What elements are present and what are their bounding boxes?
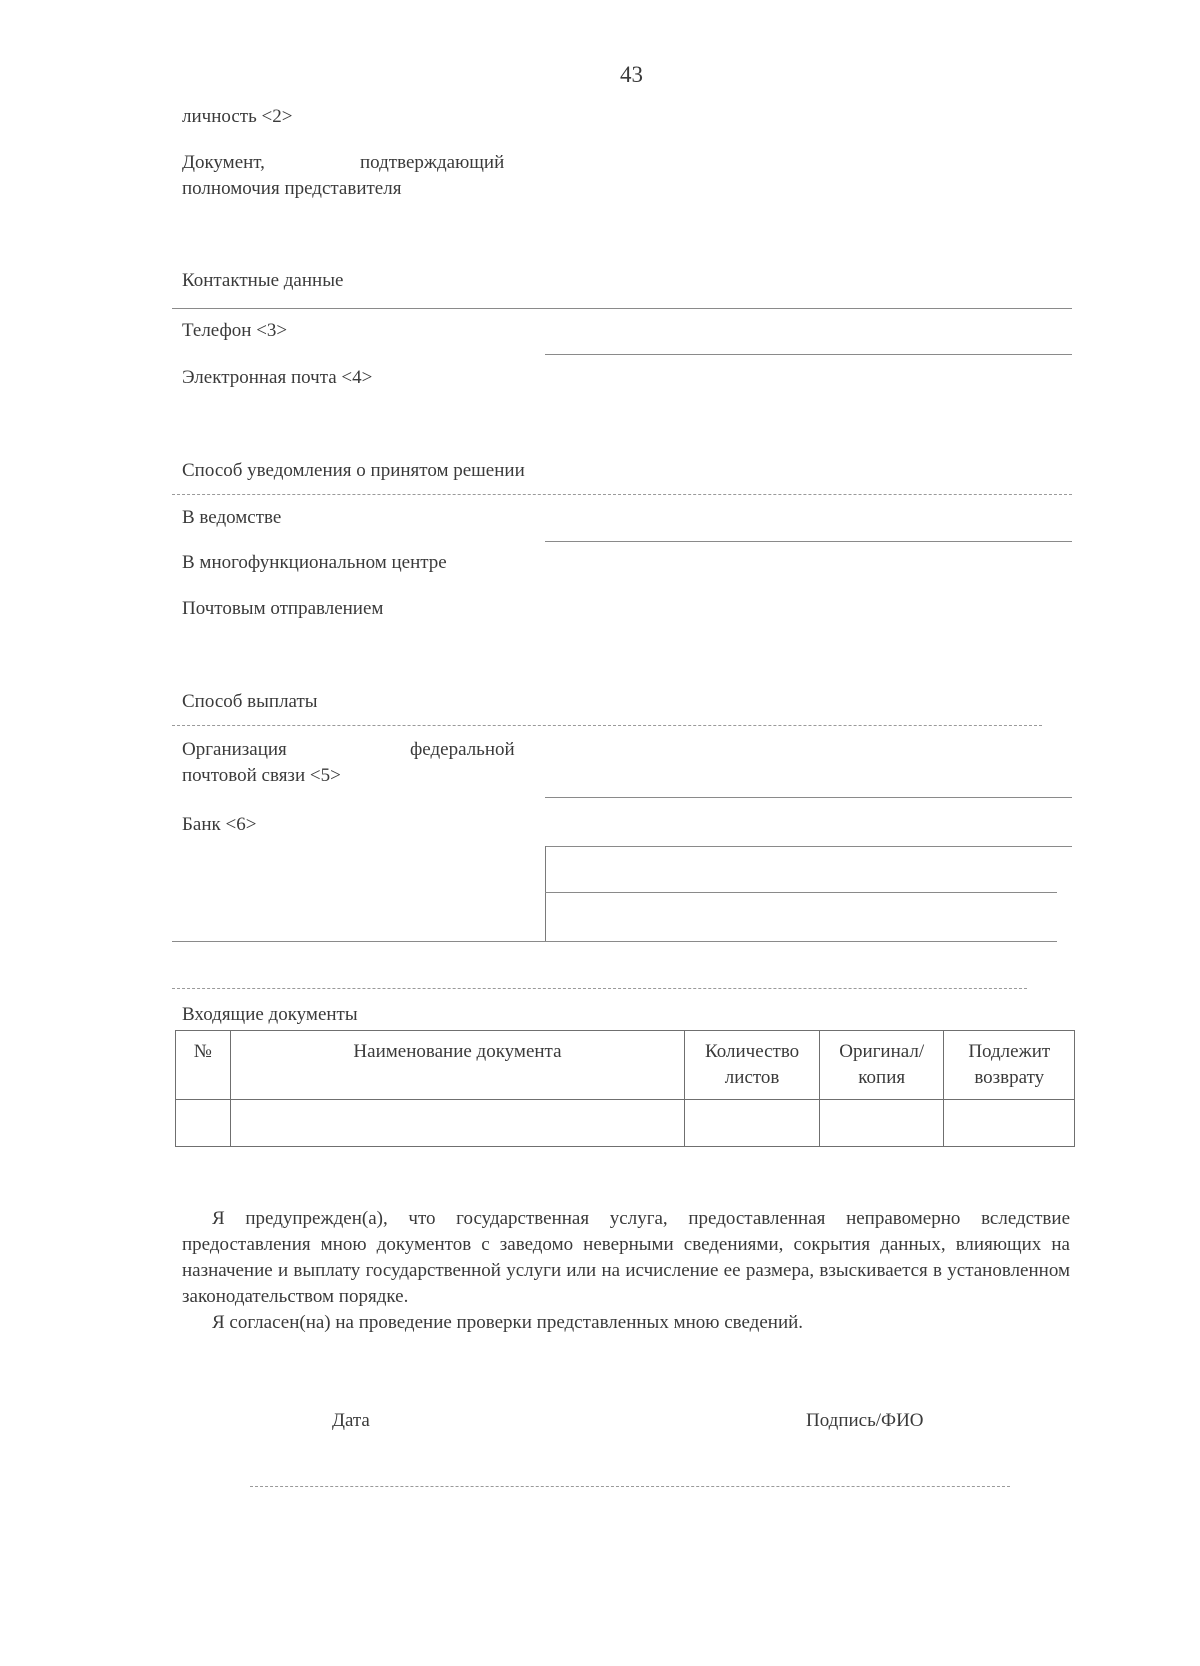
- payment-heading: Способ выплаты: [182, 691, 318, 712]
- table-header-row: [176, 1031, 1075, 1100]
- bank-label: Банк <6>: [182, 814, 257, 835]
- post-org-label-line2: почтовой связи <5>: [182, 765, 341, 786]
- col-number: [176, 1031, 231, 1100]
- table-row: [176, 1100, 1075, 1147]
- identity-doc-label-tail: личность <2>: [182, 106, 293, 127]
- phone-label: Телефон <3>: [182, 320, 288, 341]
- notification-option-post: Почтовым отправлением: [182, 598, 384, 619]
- contacts-heading: Контактные данные: [182, 270, 344, 291]
- col-returnable-line1: Подлежит: [968, 1041, 1051, 1062]
- table-cell-returnable[interactable]: [944, 1100, 1075, 1147]
- consent-paragraph: Я согласен(на) на проведение проверки представленных мною сведений.: [212, 1312, 804, 1333]
- date-label: Дата: [332, 1410, 370, 1431]
- notification-field[interactable]: [545, 541, 1072, 542]
- post-org-field[interactable]: [545, 797, 1072, 798]
- post-org-label-word2: федеральной: [410, 739, 515, 760]
- table-cell-document-name[interactable]: [230, 1100, 685, 1147]
- notification-option-agency: В ведомстве: [182, 507, 282, 528]
- col-returnable: [944, 1031, 1075, 1100]
- contacts-divider: [172, 308, 1072, 309]
- table-cell-original-copy[interactable]: [819, 1100, 944, 1147]
- warning-paragraph: Я предупрежден(а), что государственная услуга, предоставленная неправомерно вследствие предоставления мною документов с заведомо неверными сведениями, сокрытия данных, влияющих на назначение и выплату государственной услуги или на исчисление ее размера, взыскивается в установленном законодательством порядке.: [182, 1208, 1070, 1307]
- rep-doc-label-word1: Документ,: [182, 152, 265, 173]
- col-document-name-label: Наименование документа: [353, 1041, 562, 1062]
- notification-divider: [172, 494, 1072, 495]
- col-number-label: №: [193, 1041, 212, 1062]
- email-label: Электронная почта <4>: [182, 367, 373, 388]
- col-document-name: [230, 1031, 685, 1100]
- bank-field-line-1[interactable]: [545, 846, 1072, 847]
- notification-option-mfc: В многофункциональном центре: [182, 552, 447, 573]
- col-original-copy: [819, 1031, 944, 1100]
- col-sheet-count: [685, 1031, 820, 1100]
- phone-field[interactable]: [545, 354, 1072, 355]
- page-number: 43: [620, 62, 643, 87]
- bank-section-divider: [172, 988, 1027, 989]
- incoming-docs-table: [175, 1030, 1075, 1147]
- rep-doc-label-word2: подтверждающий: [360, 152, 505, 173]
- post-org-label-word1: Организация: [182, 739, 287, 760]
- incoming-docs-heading: Входящие документы: [182, 1004, 358, 1025]
- table-cell-number[interactable]: [176, 1100, 231, 1147]
- bank-field-line-2[interactable]: [545, 892, 1057, 893]
- signature-label: Подпись/ФИО: [806, 1410, 924, 1431]
- bank-field-left-edge: [545, 846, 546, 941]
- bank-field-line-3[interactable]: [172, 941, 1057, 942]
- col-original-copy-line1: Оригинал/: [839, 1041, 925, 1062]
- col-original-copy-line2: копия: [858, 1067, 906, 1088]
- col-sheet-count-line2: листов: [724, 1067, 780, 1088]
- col-sheet-count-line1: Количество: [705, 1041, 800, 1062]
- rep-doc-label-line2: полномочия представителя: [182, 178, 402, 199]
- col-returnable-line2: возврату: [974, 1067, 1045, 1088]
- payment-divider: [172, 725, 1042, 726]
- notification-heading: Способ уведомления о принятом решении: [182, 460, 525, 481]
- signature-line[interactable]: [250, 1486, 1010, 1487]
- table-cell-sheet-count[interactable]: [685, 1100, 820, 1147]
